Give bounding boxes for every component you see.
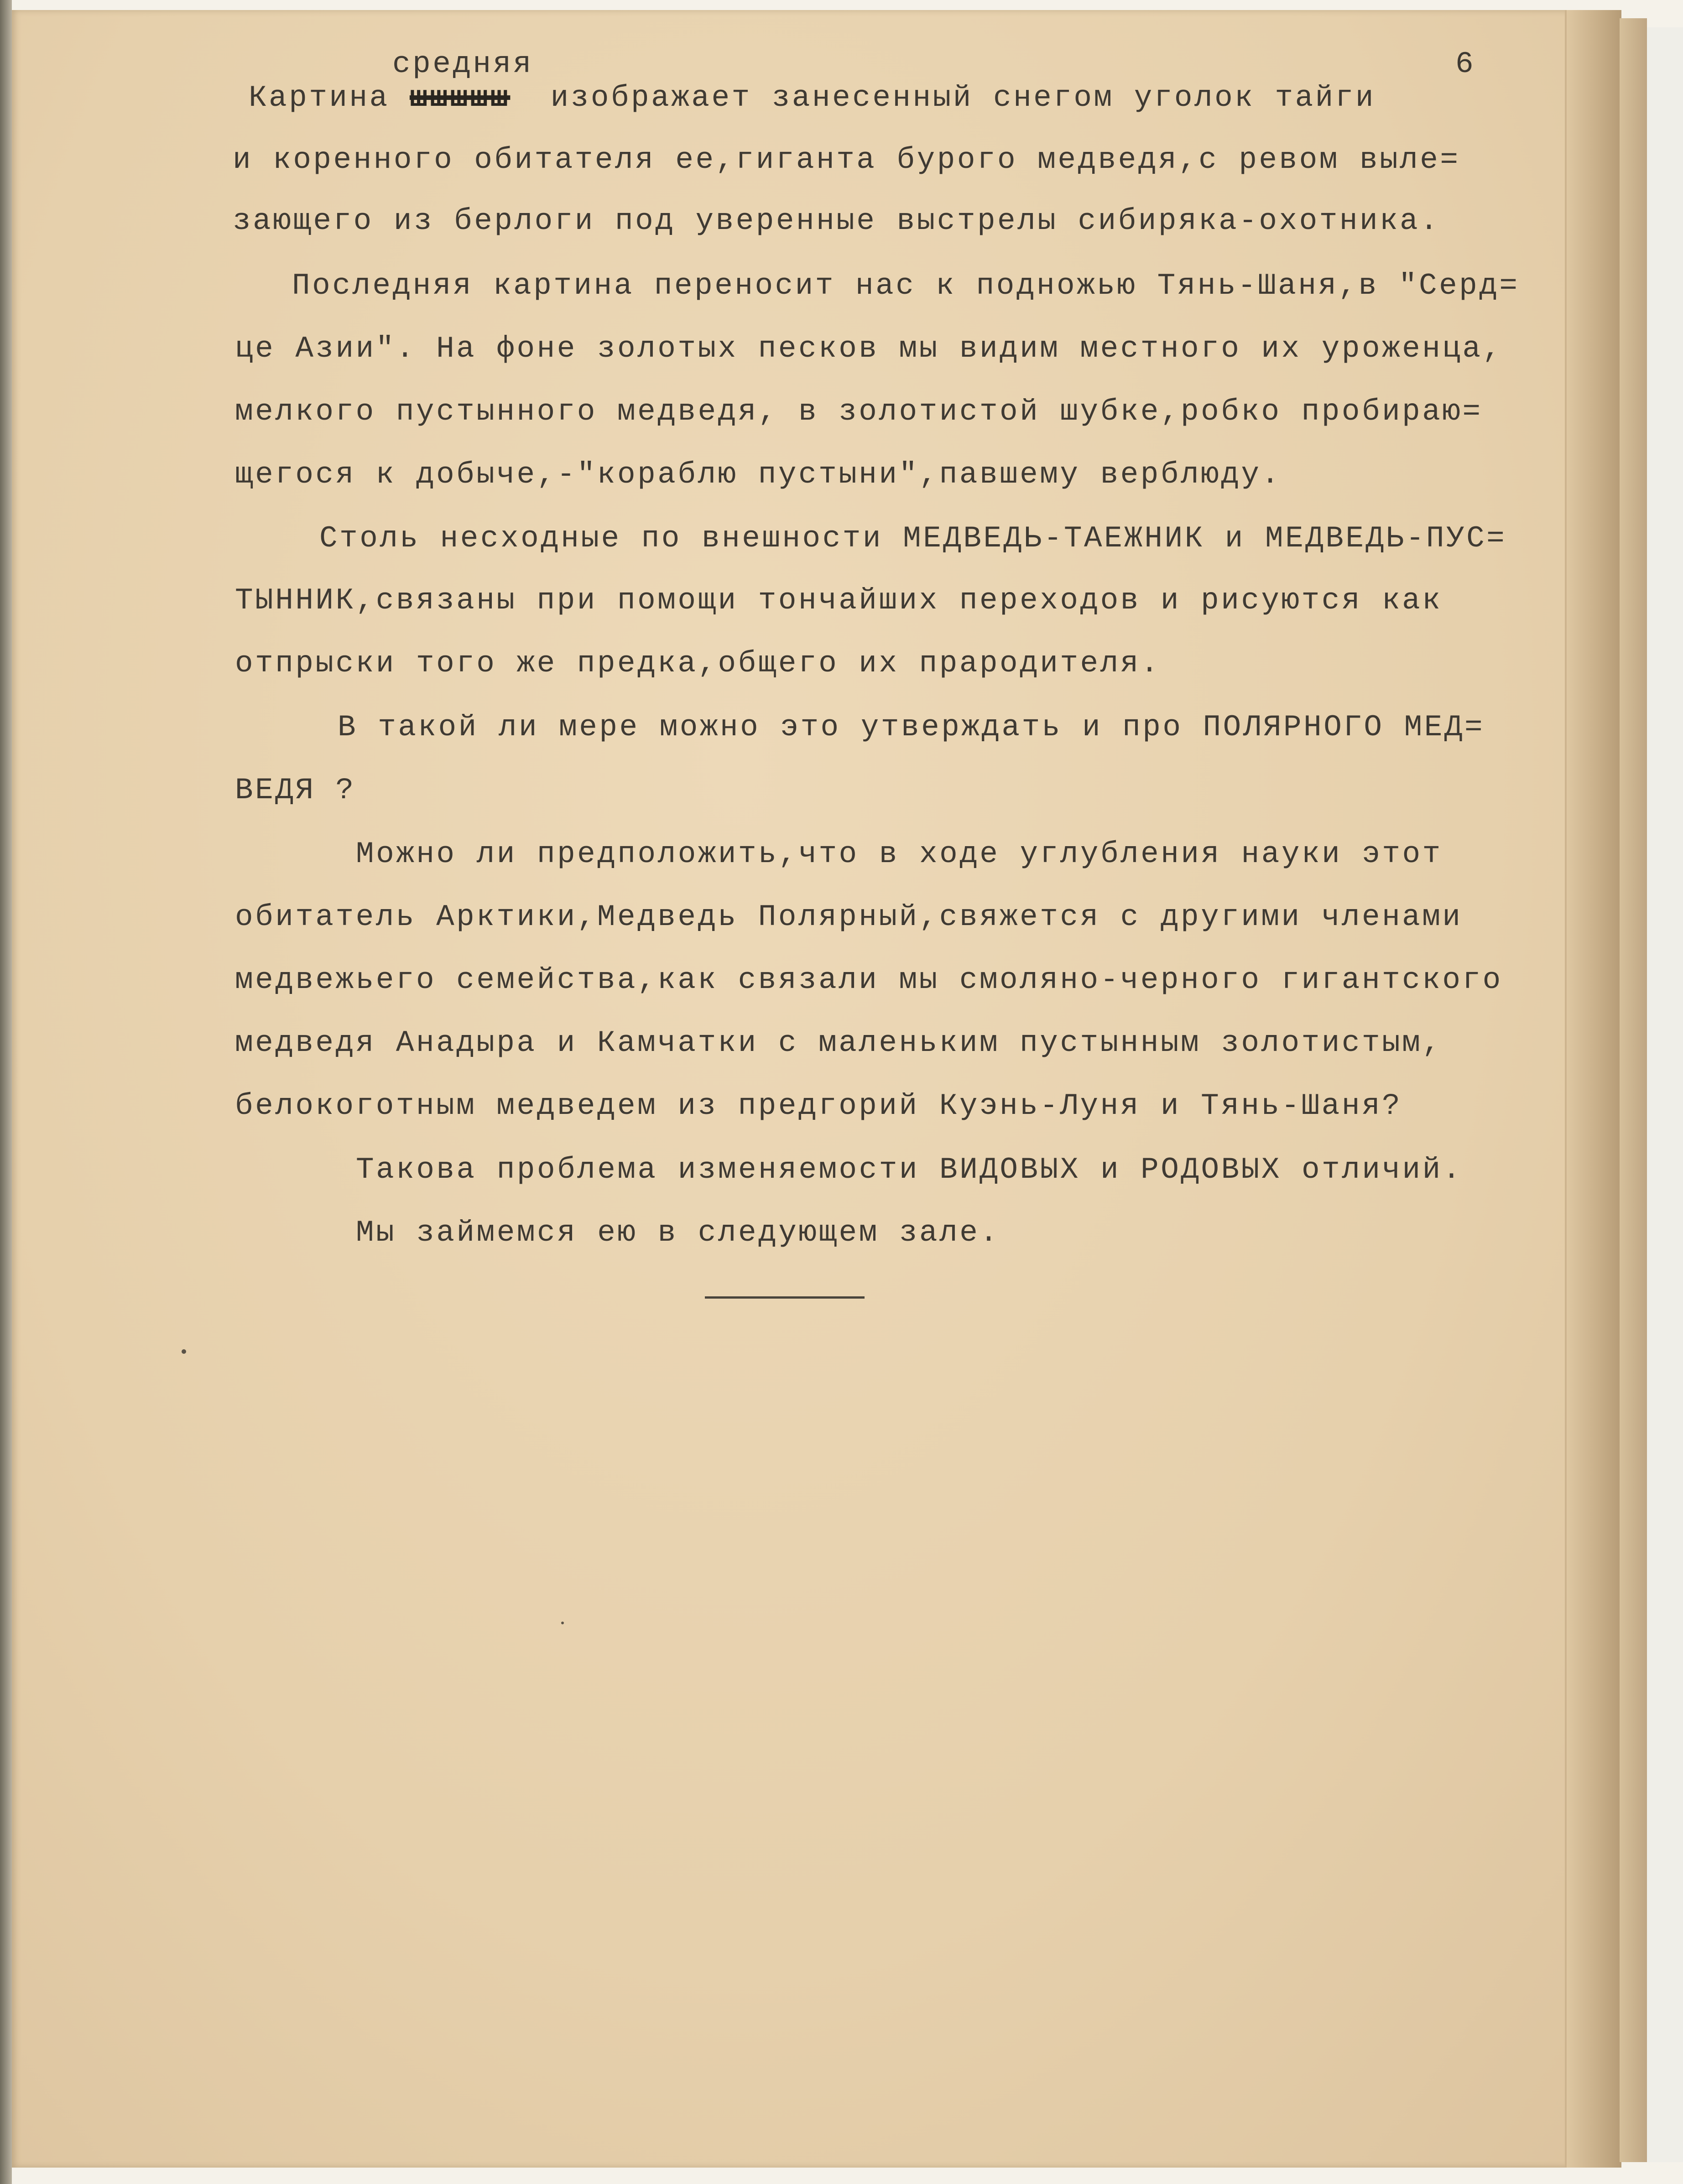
text-line: мелкого пустынного медведя, в золотистой шубке,робко пробираю= [235,395,1483,429]
text-line: Можно ли предположить,что в ходе углубления науки этот [356,837,1443,871]
text-line: Такова проблема изменяемости ВИДОВЫХ и РОДОВЫХ отличий. [356,1153,1463,1187]
page-edge [1647,27,1683,2162]
text-line: це Азии". На фоне золотых песков мы видим местного их уроженца, [235,332,1503,366]
page-edge [1565,10,1621,2168]
text-fragment: Картина [249,81,390,115]
page-number: 6 [1455,47,1476,81]
text-line: В такой ли мере можно это утверждать и про ПОЛЯРНОГО МЕД= [338,710,1485,744]
text-line: Последняя картина переносит нас к подножью Тянь-Шаня,в "Серд= [292,269,1520,303]
text-line: медвежьего семейства,как связали мы смоляно-черного гигантского [235,963,1503,997]
struck-word: шшшшш [409,81,511,115]
text-line: отпрыски того же предка,общего их прародителя. [235,646,1161,681]
text-fragment: изображает занесенный снегом уголок тайги [550,81,1376,115]
text-line: белокоготным медведем из предгорий Куэнь-Луня и Тянь-Шаня? [235,1089,1402,1123]
text-line: щегося к добыче,-"кораблю пустыни",павшему верблюду. [235,458,1282,492]
paper-speck [561,1622,564,1624]
text-line: ВЕДЯ ? [235,773,356,807]
header-insertion: средняя [392,47,533,81]
text-line: обитатель Арктики,Медведь Полярный,свяжется с другими членами [235,900,1463,934]
paper-speck [182,1349,186,1354]
page-edge [1620,18,1647,2162]
text-line: Столь несходные по внешности МЕДВЕДЬ-ТАЕЖНИК и МЕДВЕДЬ-ПУС= [319,521,1507,556]
text-line: зающего из берлоги под уверенные выстрелы сибиряка-охотника. [233,204,1440,238]
text-line: ТЫННИК,связаны при помощи тончайших переходов и рисуются как [235,583,1443,618]
text-line: медведя Анадыра и Камчатки с маленьким пустынным золотистым, [235,1026,1443,1060]
text-line: и коренного обитателя ее,гиганта бурого медведя,с ревом выле= [233,143,1460,177]
text-line [249,83,1376,113]
text-line: Мы займемся ею в следующем зале. [356,1216,1000,1250]
closing-rule [705,1296,865,1299]
